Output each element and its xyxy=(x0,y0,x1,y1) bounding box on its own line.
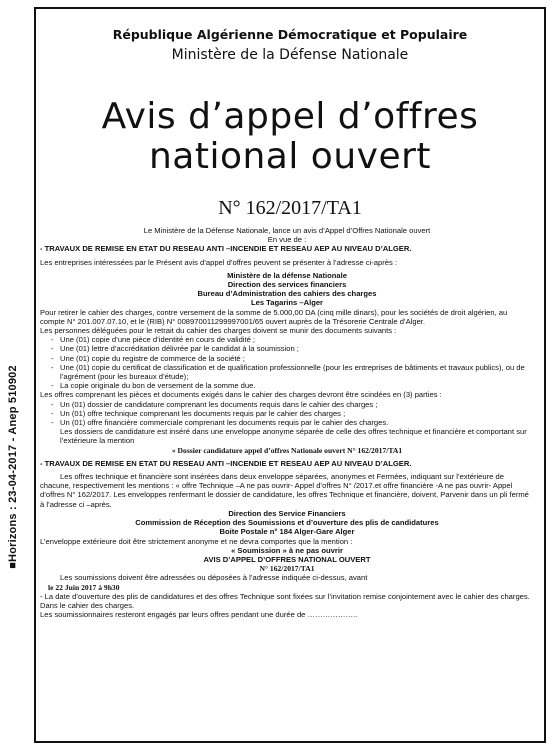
ministry-heading: Ministère de la Défense Nationale xyxy=(171,47,409,63)
works-line: - TRAVAUX DE REMISE EN ETAT DU RESEAU ANTI –INCENDIE ET RESEAU AEP AU NIVEAU D’ALGER. xyxy=(40,244,412,254)
list-item: - Une (01) copie du registre de commerce de la société ; xyxy=(60,354,534,363)
address-line-3: Bureau d’Administration des cahiers des charges xyxy=(197,289,377,299)
dossiers-text: Les dossiers de candidature est inséré dans une enveloppe anonyme séparée de celle des offres technique et financière et comportant sur l’extérieure la mention xyxy=(60,427,527,446)
deadline-date: le 22 Juin 2017 à 9h30 xyxy=(48,582,120,592)
opening-text: - La date d’ouverture des plis de candidatures et des offres Technique sont fixées sur l’invitation remise conjointement avec le cahier des charges. xyxy=(40,591,530,601)
address-line-2: Direction des services financiers xyxy=(227,280,347,290)
outer-envelope-text: L’enveloppe extérieure doit être strictement anonyme et ne devra comportes que la mention : xyxy=(40,536,353,546)
direction-line-1: Direction des Service Financiers xyxy=(228,508,346,518)
submission-text: Les soumissions doivent être adressées ou déposées à l’adresse indiquée ci-dessus, avant xyxy=(60,573,368,583)
withdrawal-text: Pour retirer le cahier des charges, contre versement de la somme de 5.000,00 DA (cinq mille dinars), pour les sociétés de droit algérien, au compte N° 201.007.07.10, et le (RIB) N° 008970011299997001/65 ouvert auprès de la Trésorerie Centrale d’Alger. xyxy=(40,307,508,326)
envelopes-text: Les offres technique et financière sont insérées dans deux enveloppe séparées, anonymes et Fermées, indiquant sur l’extérieure de chacune, respectivement les mentions : « offre Technique –A ne pas ouvrir- Appel d’offres N° /2017.et offre financière -A ne pas ouvrir- Appel d’offres N° 162/2017. Les enveloppes renfermant le dossier de candidature, les offres Technique et financière, doivent, Parvenir dans un pli fermé à l’adresse ci –après. xyxy=(40,472,529,509)
list-item: - Un (01) dossier de candidature comprenant les documents requis dans le cahier des charges ; xyxy=(60,400,534,409)
list-item: - Une (01) copie du certificat de classification et de qualification professionnelle (pour les entreprises de bâtiments et travaux publics), ou de l’agrément (pour les bureaux d’étude); xyxy=(60,363,534,381)
works-line-2: - TRAVAUX DE REMISE EN ETAT DU RESEAU ANTI –INCENDIE ET RESEAU AEP AU NIVEAU D’ALGER. xyxy=(40,458,412,468)
commitment-text: Les soumissionnaires resteront engagés par leurs offres pendant une durée de ……………….. xyxy=(40,610,358,620)
intro-text: Le Ministère de la Défense Nationale, lance un avis d’Appel d’Offres Nationale ouvert xyxy=(143,226,431,235)
list-item: - La copie originale du bon de versement de la somme due. xyxy=(60,381,534,390)
en-vue-text: En vue de : xyxy=(267,235,307,245)
list-item: - Un (01) offre technique comprenant les documents requis par le cahier des charges ; xyxy=(60,409,534,418)
parts-list xyxy=(40,400,534,428)
notice-body xyxy=(40,226,534,619)
notice-number: N° 162/2017/TA1 xyxy=(218,197,362,219)
specs-text: Dans le cahier des charges. xyxy=(40,600,135,610)
notice-caps-title: AVIS D’APPEL D’OFFRES NATIONAL OUVERT xyxy=(203,554,371,564)
companies-text: Les entreprises intéressées par le Présent avis d’appel d’offres peuvent se présenter à l’adresse ci-après : xyxy=(40,257,397,267)
title-line-2: national ouvert xyxy=(148,136,432,177)
direction-line-3: Boite Postale n° 184 Alger-Gare Alger xyxy=(219,527,355,537)
list-item: - Une (01) copie d’une pièce d’identité en cours de validité ; xyxy=(60,335,534,344)
list-item: - Un (01) offre financière commerciale comprenant les documents requis par le cahier des charges. xyxy=(60,418,534,427)
direction-line-2: Commission de Réception des Soumissions et d’ouverture des plis de candidatures xyxy=(135,518,439,528)
offers-intro-text: Les offres comprenant les pièces et documents exigés dans le cahier des charges devront être scindées en (3) parties : xyxy=(40,390,442,400)
notice-number-2: N° 162/2017/TA1 xyxy=(259,564,315,574)
republic-heading: République Algérienne Démocratique et Populaire xyxy=(112,27,468,42)
title-line-1: Avis d’appel d’offres xyxy=(101,96,479,137)
address-line-4: Les Tagarins –Alger xyxy=(250,298,324,308)
delegates-text: Les personnes déléguées pour le retrait du cahier des charges doivent se munir des documents suivants : xyxy=(40,326,397,336)
submission-mention: « Soumission » à ne pas ouvrir xyxy=(231,545,343,555)
publication-stamp xyxy=(2,232,24,702)
list-item: - Une (01) lettre d’accréditation délivrée par le candidat à la soumission ; xyxy=(60,344,534,353)
publication-stamp-text: ■Horizons : 23-04-2017 - Anep 510902 xyxy=(7,365,19,569)
page-title xyxy=(36,97,544,177)
documents-list xyxy=(40,335,534,390)
address-line-1: Ministère de la défense Nationale xyxy=(227,270,347,280)
mention-line: « Dossier candidature appel d’offres Nationale ouvert N° 162/2017/TA1 xyxy=(171,445,403,455)
